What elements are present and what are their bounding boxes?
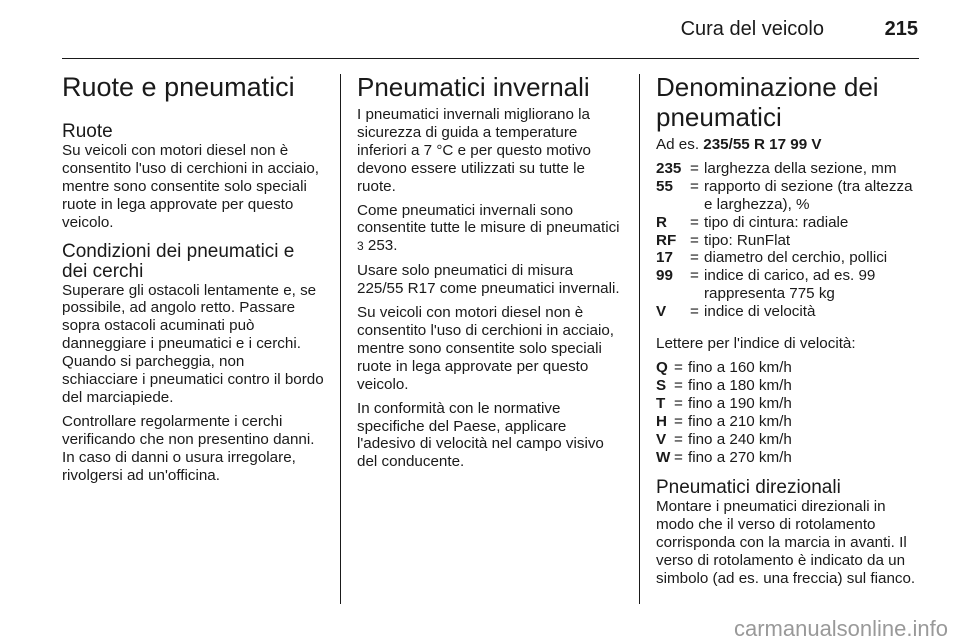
code: W <box>656 448 671 466</box>
equals-sign: = <box>674 448 683 466</box>
table-row <box>656 377 792 395</box>
equals-sign: = <box>690 177 699 195</box>
section-heading-directional-tyres: Pneumatici direzionali <box>656 477 841 499</box>
equals-sign: = <box>674 430 683 448</box>
paragraph <box>357 202 621 257</box>
definition: fino a 190 km/h <box>688 394 792 412</box>
page-number: 215 <box>884 18 918 40</box>
paragraph: Su veicoli con motori diesel non è consentito l'uso di cerchioni in acciaio, mentre sono consentite solo speciali ruote in lega approvate per questo veicolo. <box>62 142 320 231</box>
speed-index-intro: Lettere per l'indice di velocità: <box>656 335 856 353</box>
paragraph: I pneumatici invernali migliorano la sicurezza di guida a temperature inferiori a 7 °C e per questo motivo devono essere utilizzati su tutte le ruote. <box>357 106 591 195</box>
equals-sign: = <box>690 231 699 249</box>
table-row <box>656 232 922 250</box>
page-heading: Ruote e pneumatici <box>62 72 295 102</box>
equals-sign: = <box>690 159 699 177</box>
column-divider-left <box>340 74 341 604</box>
equals-sign: = <box>674 358 683 376</box>
paragraph: Superare gli ostacoli lentamente e, se possibile, ad angolo retto. Passare sopra ostacoli acuminati può danneggiare i pneumatici e i cerchi. Quando si parcheggia, non schiacciare i pneumatici contro il bordo del marciapiede. <box>62 281 324 406</box>
code: 17 <box>656 249 673 267</box>
paragraph: Montare i pneumatici direzionali in modo che il verso di rotolamento corrisponda con la marcia in avanti. Il verso di rotolamento è indicato da un simbolo (ad es. una freccia) sul fianco. <box>656 498 916 588</box>
example-line <box>656 136 922 154</box>
table-row <box>656 449 792 467</box>
code: V <box>656 430 667 448</box>
table-row <box>656 303 922 321</box>
example-prefix: Ad es. <box>656 136 704 153</box>
code: V <box>656 303 667 321</box>
code: RF <box>656 231 677 249</box>
paragraph-text: Come pneumatici invernali sono consentite tutte le misure di pneumatici <box>357 201 620 237</box>
section-heading-tyre-condition: Condizioni dei pneumatici e dei cerchi <box>62 240 295 282</box>
definition: tipo di cintura: radiale <box>704 213 849 231</box>
page-reference-icon: 3 <box>357 239 364 254</box>
definition: fino a 270 km/h <box>688 448 792 466</box>
column-3 <box>656 72 922 594</box>
table-row <box>656 395 792 413</box>
definition: indice di velocità <box>704 303 816 321</box>
code: H <box>656 412 667 430</box>
table-row <box>656 413 792 431</box>
table-row <box>656 431 792 449</box>
designation-table <box>656 160 922 321</box>
section-title: Cura del veicolo <box>680 18 824 40</box>
definition: rapporto di sezione (tra altezza e larghezza), % <box>704 177 913 213</box>
paragraph: Usare solo pneumatici di misura 225/55 R17 come pneumatici invernali. <box>357 262 620 298</box>
section-heading-tyre-designation: Denominazione dei pneumatici <box>656 72 879 132</box>
table-row <box>656 249 922 267</box>
table-row <box>656 214 922 232</box>
definition: fino a 240 km/h <box>688 430 792 448</box>
code: S <box>656 376 667 394</box>
column-2 <box>357 72 621 477</box>
paragraph: In conformità con le normative specifiche del Paese, applicare l'adesivo di velocità nel campo visivo del conducente. <box>357 399 604 471</box>
definition: larghezza della sezione, mm <box>704 159 897 177</box>
table-row <box>656 178 922 214</box>
page-reference[interactable]: 253. <box>363 237 398 255</box>
equals-sign: = <box>674 376 683 394</box>
paragraph: Controllare regolarmente i cerchi verificando che non presentino danni. In caso di danni o usura irregolare, rivolgersi ad un'officina. <box>62 412 315 484</box>
equals-sign: = <box>674 394 683 412</box>
code: 235 <box>656 159 682 177</box>
definition: fino a 160 km/h <box>688 358 792 376</box>
code: R <box>656 213 667 231</box>
definition: diametro del cerchio, pollici <box>704 249 888 267</box>
equals-sign: = <box>674 412 683 430</box>
table-row <box>656 359 792 377</box>
section-heading-winter-tyres: Pneumatici invernali <box>357 72 590 102</box>
column-divider-right <box>639 74 640 604</box>
watermark: carmanualsonline.info <box>733 616 948 641</box>
table-row <box>656 160 922 178</box>
column-1 <box>62 72 324 491</box>
equals-sign: = <box>690 267 699 285</box>
example-value: 235/55 R 17 99 V <box>703 136 822 153</box>
equals-sign: = <box>690 249 699 267</box>
definition: tipo: RunFlat <box>704 231 791 249</box>
section-heading-wheels: Ruote <box>62 121 113 142</box>
paragraph: Su veicoli con motori diesel non è consentito l'uso di cerchioni in acciaio, mentre sono consentite solo speciali ruote in lega approvate per questo veicolo. <box>357 304 615 393</box>
equals-sign: = <box>690 303 699 321</box>
code: 99 <box>656 267 673 285</box>
header-rule <box>62 58 919 59</box>
code: 55 <box>656 177 673 195</box>
definition: fino a 180 km/h <box>688 376 792 394</box>
code: Q <box>656 358 668 376</box>
speed-index-table <box>656 359 792 466</box>
definition: indice di carico, ad es. 99 rappresenta 775 kg <box>704 267 876 303</box>
code: T <box>656 394 666 412</box>
table-row <box>656 267 922 303</box>
equals-sign: = <box>690 213 699 231</box>
definition: fino a 210 km/h <box>688 412 792 430</box>
